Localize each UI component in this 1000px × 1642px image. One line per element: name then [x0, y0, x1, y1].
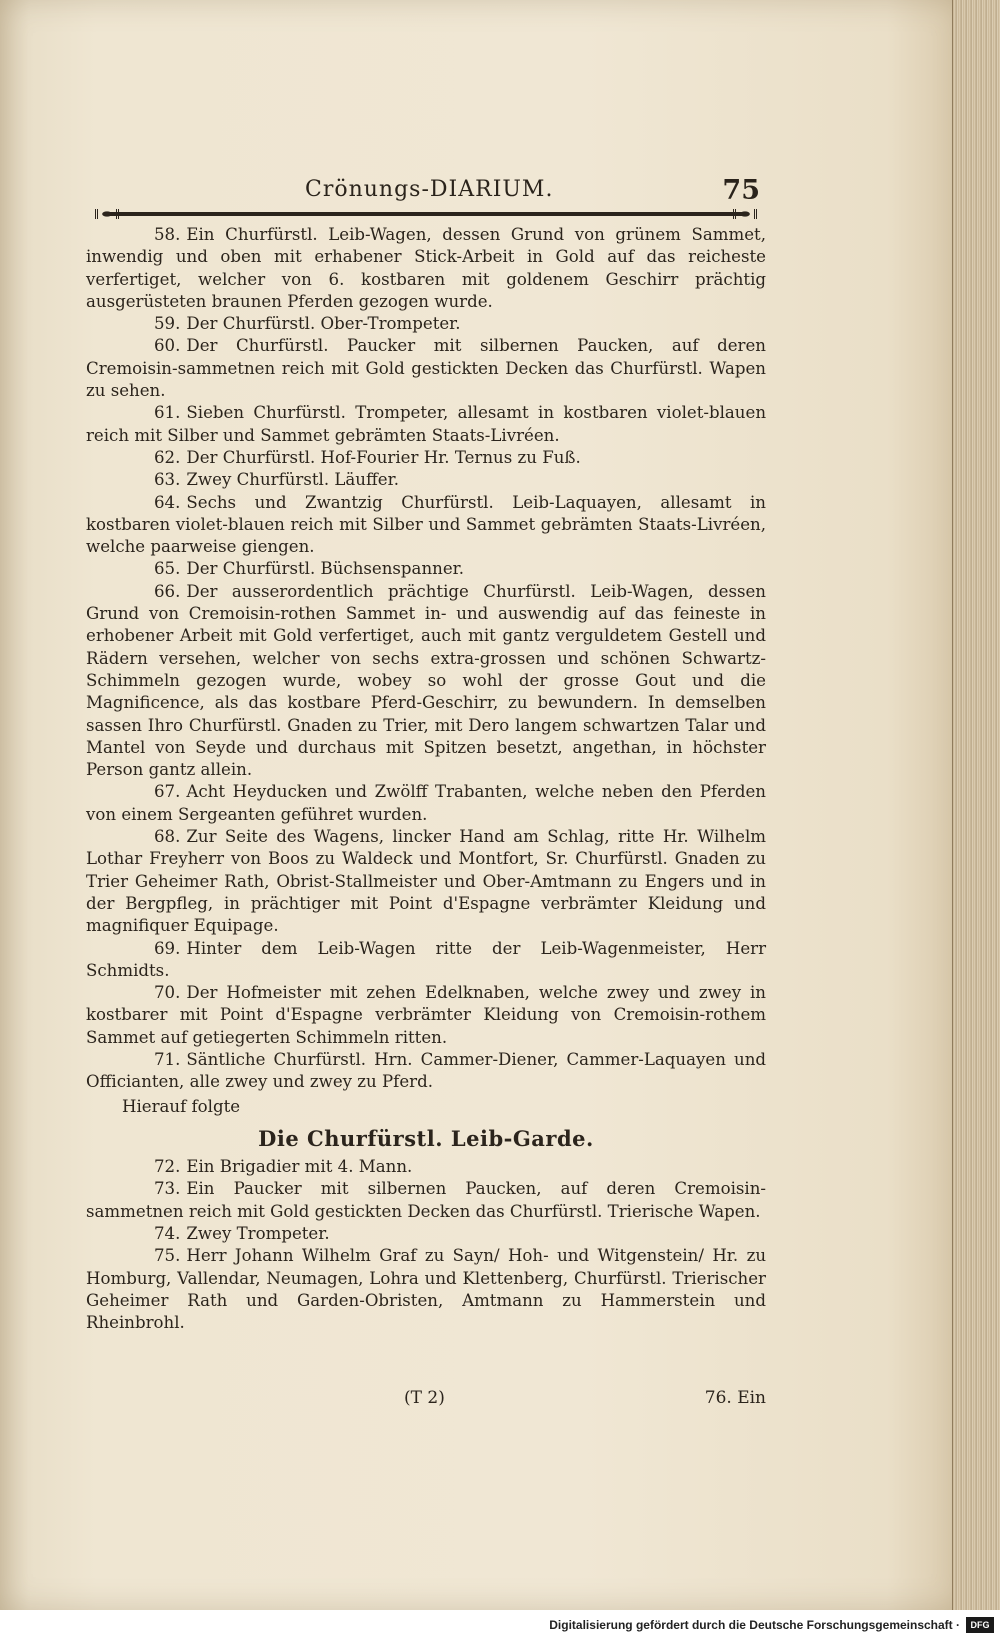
catchword: 76. Ein: [704, 1388, 766, 1408]
entry-75: 75. Herr Johann Wilhelm Graf zu Sayn/ Hoh- und Witgenstein/ Hr. zu Homburg, Vallendar, Neumagen, Lohra und Klettenberg, Churfürstl. Trierischer Geheimer Rath und Garden-Obristen, Amtmann zu Hammerstein und Rheinbrohl.: [86, 1246, 766, 1333]
entry-69: 69. Hinter dem Leib-Wagen ritte der Leib-Wagenmeister, Herr Schmidts.: [86, 938, 766, 980]
entry-59: 59. Der Churfürstl. Ober-Trompeter.: [154, 314, 461, 334]
credit-text: Digitalisierung gefördert durch die Deutsche Forschungsgemeinschaft ·: [549, 1618, 960, 1632]
entry-63: 63. Zwey Churfürstl. Läuffer.: [154, 470, 399, 490]
dfg-logo-icon: DFG: [966, 1617, 994, 1633]
section-heading: Die Churfürstl. Leib-Garde.: [258, 1125, 594, 1151]
entry-71: 71. Säntliche Churfürstl. Hrn. Cammer-Diener, Cammer-Laquayen und Officianten, alle zwey und zwey zu Pferd.: [86, 1049, 766, 1092]
credit-bar: [0, 1610, 1000, 1642]
entry-68: 68. Zur Seite des Wagens, lincker Hand am Schlag, ritte Hr. Wilhelm Lothar Freyherr von Boos zu Waldeck und Montfort, Sr. Churfürstl. Gnaden zu Trier Geheimer Rath, Obrist-Stallmeister und Ober-Amtmann zu Engers und in der Bergpfleg, in prächtiger mit Point d'Espagne verbrämter Kleidung und magnifiquer Equipage.: [86, 827, 766, 936]
entry-60: 60. Der Churfürstl. Paucker mit silbernen Paucken, auf deren Cremoisin-sammetnen reich mit Gold gestickten Decken das Churfürstl. Wapen zu sehen.: [86, 336, 766, 401]
entry-70: 70. Der Hofmeister mit zehen Edelknaben, welche zwey und zwey in kostbarer mit Point d'Espagne verbrämter Kleidung von Cremoisin-rothem Sammet auf getiegerten Schimmeln ritten.: [86, 983, 766, 1047]
ornamental-rule: [95, 208, 757, 220]
entry-67: 67. Acht Heyducken und Zwölff Trabanten, welche neben den Pferden von einem Sergeanten geführet wurden.: [86, 782, 766, 824]
rule-bar: [105, 212, 747, 216]
body-text: [86, 224, 766, 1335]
entry-66: 66. Der ausserordentlich prächtige Churfürstl. Leib-Wagen, dessen Grund von Cremoisin-rothen Sammet in- und auswendig auf das feineste in erhobener Arbeit mit Gold verfertiget, auch mit gantz verguldetem Gestell und Rädern versehen, welcher von sechs extra-grossen und schönen Schwartz-Schimmeln gezogen wurde, wobey so wohl der grosse Gout und die Magnificence, als das kostbare Pferd-Geschirr, zu bewundern. In demselben sassen Ihro Churfürstl. Gnaden zu Trier, mit Dero langem schwartzen Talar und Mantel von Seyde und durchaus mit Spitzen besetzt, angethan, in höchster Person gantz allein.: [86, 581, 766, 780]
entry-73: 73. Ein Paucker mit silbernen Paucken, auf deren Cremoisin-sammetnen reich mit Gold gestickten Decken das Churfürstl. Trierische Wapen.: [86, 1179, 766, 1221]
entry-65: 65. Der Churfürstl. Büchsenspanner.: [154, 559, 465, 579]
entry-58: 58. Ein Churfürstl. Leib-Wagen, dessen Grund von grünem Sammet, inwendig und oben mit erhabener Stick-Arbeit in Gold auf das reicheste verfertiget, welcher von 6. kostbaren mit goldenem Geschirr prächtig ausgerüsteten braunen Pferden gezogen wurde.: [86, 225, 766, 311]
running-title: Crönungs-DIARIUM.: [305, 177, 554, 202]
entry-61: 61. Sieben Churfürstl. Trompeter, allesamt in kostbaren violet-blauen reich mit Silber und Sammet gebrämten Staats-Livréen.: [86, 403, 766, 445]
page-number: 75: [722, 175, 760, 206]
entry-72: 72. Ein Brigadier mit 4. Mann.: [154, 1157, 413, 1177]
entry-64: 64. Sechs und Zwantzig Churfürstl. Leib-Laquayen, allesamt in kostbaren violet-blauen reich mit Silber und Sammet gebrämten Staats-Livréen, welche paarweise giengen.: [86, 492, 766, 557]
transition-line: Hierauf folgte: [122, 1096, 241, 1116]
entry-62: 62. Der Churfürstl. Hof-Fourier Hr. Ternus zu Fuß.: [154, 447, 581, 467]
signature-mark: (T 2): [404, 1388, 445, 1408]
entry-74: 74. Zwey Trompeter.: [154, 1224, 330, 1244]
rule-ornament-right: [733, 209, 757, 219]
page-footer: [86, 1388, 766, 1418]
book-edge: [952, 0, 1000, 1610]
